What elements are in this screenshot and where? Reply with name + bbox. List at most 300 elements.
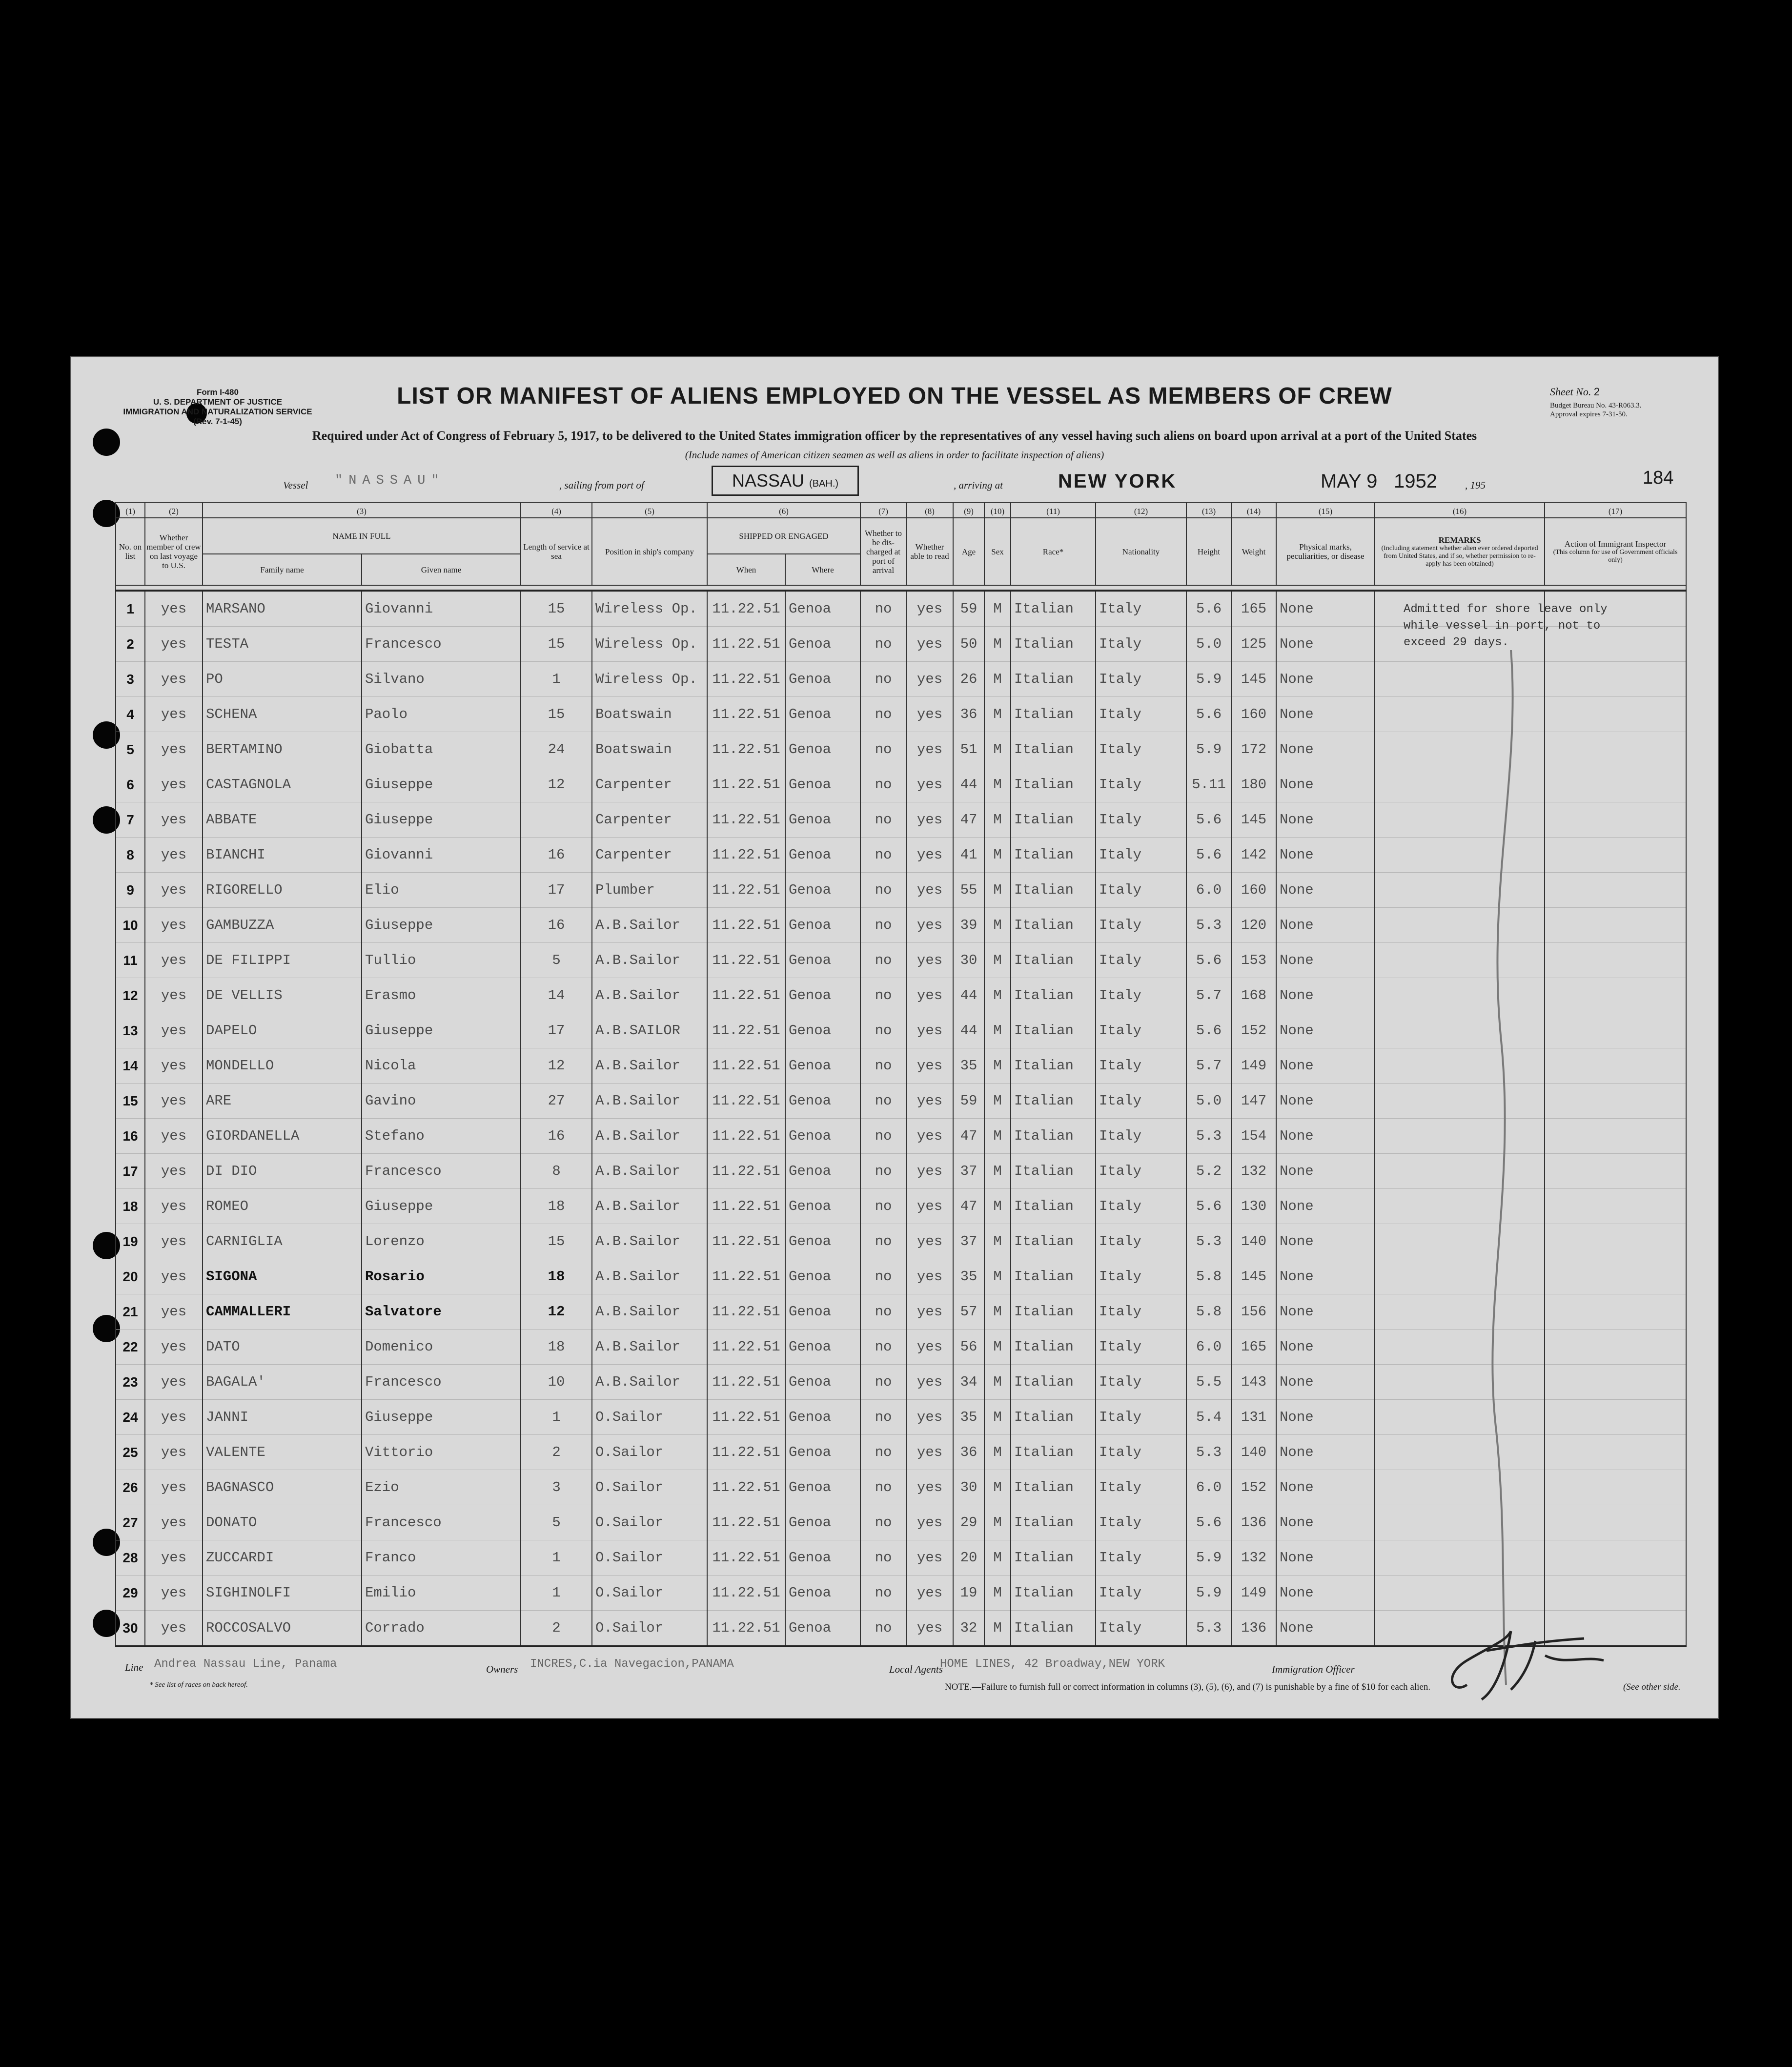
physical-marks-cell: None: [1276, 1540, 1375, 1576]
height-cell: 5.4: [1186, 1400, 1231, 1435]
able-to-read-cell: yes: [906, 1365, 953, 1400]
length-of-service-cell: 27: [521, 1084, 592, 1119]
length-of-service-cell: 15: [521, 591, 592, 627]
sheet-number: [1550, 386, 1600, 398]
row-number-cell: 14: [116, 1048, 145, 1084]
position-cell: Boatswain: [592, 697, 707, 732]
age-cell: 35: [953, 1048, 984, 1084]
table-row: [116, 802, 1686, 838]
sex-cell: M: [984, 1119, 1011, 1154]
discharged-cell: no: [860, 697, 906, 732]
discharged-cell: no: [860, 1154, 906, 1189]
inspector-action-cell: [1545, 1576, 1686, 1611]
position-cell: A.B.Sailor: [592, 1084, 707, 1119]
given-name-cell: Giuseppe: [362, 767, 521, 802]
age-cell: 39: [953, 908, 984, 943]
sex-cell: M: [984, 767, 1011, 802]
shipped-where-cell: Genoa: [785, 697, 860, 732]
inspector-action-cell: [1545, 662, 1686, 697]
shipped-where-cell: Genoa: [785, 591, 860, 627]
age-cell: 59: [953, 591, 984, 627]
table-row: [116, 732, 1686, 767]
sex-cell: M: [984, 908, 1011, 943]
crew-last-voyage-cell: yes: [145, 1259, 203, 1294]
race-cell: Italian: [1011, 1013, 1096, 1048]
length-of-service-cell: 16: [521, 908, 592, 943]
given-name-cell: Francesco: [362, 1365, 521, 1400]
position-cell: A.B.Sailor: [592, 1154, 707, 1189]
header-weight: Weight: [1231, 518, 1276, 585]
race-cell: Italian: [1011, 1119, 1096, 1154]
nationality-cell: Italy: [1096, 1400, 1186, 1435]
weight-cell: 140: [1231, 1435, 1276, 1470]
row-number-cell: 12: [116, 978, 145, 1013]
family-name-cell: MONDELLO: [203, 1048, 362, 1084]
position-cell: A.B.Sailor: [592, 1048, 707, 1084]
race-cell: Italian: [1011, 1505, 1096, 1540]
given-name-cell: Giuseppe: [362, 1013, 521, 1048]
departure-port: NASSAU: [732, 471, 805, 491]
weight-cell: 140: [1231, 1224, 1276, 1259]
discharged-cell: no: [860, 1470, 906, 1505]
subtitle: Required under Act of Congress of February 5, 1917, to be delivered to the United States immigration officer by the representatives of any vessel having such aliens on board upon arrival at a port of the United States: [312, 429, 1477, 443]
weight-cell: 132: [1231, 1540, 1276, 1576]
discharged-cell: no: [860, 1365, 906, 1400]
position-cell: O.Sailor: [592, 1540, 707, 1576]
length-of-service-cell: 15: [521, 627, 592, 662]
physical-marks-cell: None: [1276, 1400, 1375, 1435]
shipped-where-cell: Genoa: [785, 1435, 860, 1470]
height-cell: 5.3: [1186, 908, 1231, 943]
length-of-service-cell: 2: [521, 1611, 592, 1647]
table-row: [116, 1259, 1686, 1294]
shipped-where-cell: Genoa: [785, 1611, 860, 1647]
shipped-where-cell: Genoa: [785, 1576, 860, 1611]
race-cell: Italian: [1011, 1435, 1096, 1470]
sex-cell: M: [984, 591, 1011, 627]
crew-last-voyage-cell: yes: [145, 1540, 203, 1576]
given-name-cell: Gavino: [362, 1084, 521, 1119]
manifest-sheet: [71, 357, 1718, 1718]
row-number-cell: 11: [116, 943, 145, 978]
height-cell: 5.6: [1186, 591, 1231, 627]
col-num-3: (3): [203, 502, 521, 518]
given-name-cell: Francesco: [362, 1505, 521, 1540]
height-cell: 5.2: [1186, 1154, 1231, 1189]
age-cell: 44: [953, 1013, 984, 1048]
nationality-cell: Italy: [1096, 1119, 1186, 1154]
table-row: [116, 1189, 1686, 1224]
age-cell: 37: [953, 1154, 984, 1189]
col-num-14: (14): [1231, 502, 1276, 518]
height-cell: 5.6: [1186, 697, 1231, 732]
arrival-port: NEW YORK: [1058, 471, 1177, 492]
family-name-cell: DI DIO: [203, 1154, 362, 1189]
inspector-action-cell: [1545, 1435, 1686, 1470]
age-cell: 26: [953, 662, 984, 697]
header-no-on-list: No. on list: [116, 518, 145, 585]
length-of-service-cell: 12: [521, 767, 592, 802]
sex-cell: M: [984, 1189, 1011, 1224]
shipped-where-cell: Genoa: [785, 1224, 860, 1259]
family-name-cell: BAGALA': [203, 1365, 362, 1400]
table-row: [116, 1576, 1686, 1611]
shipped-where-cell: Genoa: [785, 1470, 860, 1505]
nationality-cell: Italy: [1096, 1611, 1186, 1647]
manifest-rows: [116, 585, 1686, 1646]
weight-cell: 165: [1231, 591, 1276, 627]
length-of-service-cell: 15: [521, 1224, 592, 1259]
nationality-cell: Italy: [1096, 1505, 1186, 1540]
height-cell: 5.0: [1186, 627, 1231, 662]
sex-cell: M: [984, 1224, 1011, 1259]
crew-last-voyage-cell: yes: [145, 1189, 203, 1224]
given-name-cell: Giovanni: [362, 591, 521, 627]
physical-marks-cell: None: [1276, 908, 1375, 943]
able-to-read-cell: yes: [906, 838, 953, 873]
remarks-title: REMARKS: [1438, 535, 1481, 545]
sex-cell: M: [984, 1013, 1011, 1048]
table-row: [116, 1330, 1686, 1365]
race-cell: Italian: [1011, 662, 1096, 697]
sex-cell: M: [984, 1576, 1011, 1611]
position-cell: Boatswain: [592, 732, 707, 767]
remarks-note: (Including statement whether alien ever ordered deported from United States, and if so, whether permission to re-apply has been obtained): [1381, 544, 1538, 568]
family-name-cell: GAMBUZZA: [203, 908, 362, 943]
discharged-cell: no: [860, 908, 906, 943]
given-name-cell: Rosario: [362, 1259, 521, 1294]
sex-cell: M: [984, 1259, 1011, 1294]
page-number: 184: [1643, 468, 1674, 488]
physical-marks-cell: None: [1276, 1294, 1375, 1330]
nationality-cell: Italy: [1096, 732, 1186, 767]
nationality-cell: Italy: [1096, 1259, 1186, 1294]
physical-marks-cell: None: [1276, 1154, 1375, 1189]
weight-cell: 172: [1231, 732, 1276, 767]
race-cell: Italian: [1011, 1330, 1096, 1365]
col-num-16: (16): [1375, 502, 1545, 518]
row-number-cell: 30: [116, 1611, 145, 1647]
row-number-cell: 18: [116, 1189, 145, 1224]
physical-marks-cell: None: [1276, 1189, 1375, 1224]
given-name-cell: Giuseppe: [362, 1189, 521, 1224]
position-cell: A.B.Sailor: [592, 1330, 707, 1365]
crew-last-voyage-cell: yes: [145, 978, 203, 1013]
header-family-name: Family name: [203, 554, 362, 585]
shipped-where-cell: Genoa: [785, 1330, 860, 1365]
shipped-when-cell: 11.22.51: [707, 1048, 785, 1084]
length-of-service-cell: 2: [521, 1435, 592, 1470]
budget-line-2: Approval expires 7-31-50.: [1550, 410, 1628, 418]
position-cell: Carpenter: [592, 767, 707, 802]
weight-cell: 160: [1231, 697, 1276, 732]
able-to-read-cell: yes: [906, 908, 953, 943]
row-number-cell: 29: [116, 1576, 145, 1611]
position-cell: Carpenter: [592, 802, 707, 838]
table-row: [116, 1154, 1686, 1189]
family-name-cell: CASTAGNOLA: [203, 767, 362, 802]
physical-marks-cell: None: [1276, 767, 1375, 802]
footer-penalty-note: NOTE.—Failure to furnish full or correct information in columns (3), (5), (6), and (7) is punishable by a fine of $10 for each alien.: [945, 1682, 1431, 1692]
inspector-action-cell: [1545, 1365, 1686, 1400]
physical-marks-cell: None: [1276, 978, 1375, 1013]
physical-marks-cell: None: [1276, 838, 1375, 873]
length-of-service-cell: 1: [521, 662, 592, 697]
col-num-5: (5): [592, 502, 707, 518]
col-num-11: (11): [1011, 502, 1096, 518]
position-cell: O.Sailor: [592, 1611, 707, 1647]
position-cell: O.Sailor: [592, 1505, 707, 1540]
shipped-where-cell: Genoa: [785, 1294, 860, 1330]
header-name-in-full: NAME IN FULL: [203, 518, 521, 554]
shipped-when-cell: 11.22.51: [707, 1540, 785, 1576]
given-name-cell: Tullio: [362, 943, 521, 978]
position-cell: O.Sailor: [592, 1400, 707, 1435]
able-to-read-cell: yes: [906, 1294, 953, 1330]
age-cell: 56: [953, 1330, 984, 1365]
discharged-cell: no: [860, 1119, 906, 1154]
nationality-cell: Italy: [1096, 1189, 1186, 1224]
height-cell: 5.7: [1186, 978, 1231, 1013]
shipped-when-cell: 11.22.51: [707, 908, 785, 943]
age-cell: 47: [953, 1189, 984, 1224]
able-to-read-cell: yes: [906, 873, 953, 908]
sex-cell: M: [984, 1294, 1011, 1330]
table-row: [116, 943, 1686, 978]
row-number-cell: 5: [116, 732, 145, 767]
position-cell: Carpenter: [592, 838, 707, 873]
inspector-action-cell: [1545, 1154, 1686, 1189]
able-to-read-cell: yes: [906, 1470, 953, 1505]
row-number-cell: 28: [116, 1540, 145, 1576]
physical-marks-cell: None: [1276, 1365, 1375, 1400]
height-cell: 5.6: [1186, 802, 1231, 838]
discharged-cell: no: [860, 1013, 906, 1048]
shipped-where-cell: Genoa: [785, 1084, 860, 1119]
weight-cell: 180: [1231, 767, 1276, 802]
footer-line-label: Line: [125, 1661, 143, 1673]
given-name-cell: Vittorio: [362, 1435, 521, 1470]
able-to-read-cell: yes: [906, 1084, 953, 1119]
race-cell: Italian: [1011, 1365, 1096, 1400]
header-where: Where: [785, 554, 860, 585]
physical-marks-cell: None: [1276, 1330, 1375, 1365]
length-of-service-cell: 17: [521, 1013, 592, 1048]
vessel-label: Vessel: [283, 479, 308, 491]
family-name-cell: TESTA: [203, 627, 362, 662]
height-cell: 5.3: [1186, 1435, 1231, 1470]
nationality-cell: Italy: [1096, 1540, 1186, 1576]
age-cell: 44: [953, 767, 984, 802]
discharged-cell: no: [860, 1330, 906, 1365]
given-name-cell: Silvano: [362, 662, 521, 697]
table-row: [116, 1013, 1686, 1048]
nationality-cell: Italy: [1096, 767, 1186, 802]
table-row: [116, 1400, 1686, 1435]
length-of-service-cell: 16: [521, 838, 592, 873]
weight-cell: 152: [1231, 1470, 1276, 1505]
row-number-cell: 10: [116, 908, 145, 943]
shipped-when-cell: 11.22.51: [707, 1084, 785, 1119]
nationality-cell: Italy: [1096, 1470, 1186, 1505]
age-cell: 41: [953, 838, 984, 873]
col-num-10: (10): [984, 502, 1011, 518]
height-cell: 5.7: [1186, 1048, 1231, 1084]
nationality-cell: Italy: [1096, 1435, 1186, 1470]
height-cell: 5.6: [1186, 943, 1231, 978]
age-cell: 47: [953, 1119, 984, 1154]
footer-line-value: Andrea Nassau Line, Panama: [154, 1658, 337, 1671]
discharged-cell: no: [860, 662, 906, 697]
shipped-when-cell: 11.22.51: [707, 943, 785, 978]
nationality-cell: Italy: [1096, 627, 1186, 662]
header-crew-last-voyage: Whether member of crew on last voyage to U.S.: [145, 518, 203, 585]
able-to-read-cell: yes: [906, 1540, 953, 1576]
age-cell: 51: [953, 732, 984, 767]
height-cell: 5.11: [1186, 767, 1231, 802]
height-cell: 5.9: [1186, 1576, 1231, 1611]
given-name-cell: Giuseppe: [362, 908, 521, 943]
row-number-cell: 17: [116, 1154, 145, 1189]
nationality-cell: Italy: [1096, 908, 1186, 943]
physical-marks-cell: None: [1276, 873, 1375, 908]
crew-last-voyage-cell: yes: [145, 1154, 203, 1189]
departure-port-box: [712, 466, 859, 496]
nationality-cell: Italy: [1096, 1224, 1186, 1259]
header-able-to-read: Whether able to read: [906, 518, 953, 585]
shipped-where-cell: Genoa: [785, 838, 860, 873]
arrival-year: 1952: [1394, 471, 1437, 492]
weight-cell: 120: [1231, 908, 1276, 943]
shipped-when-cell: 11.22.51: [707, 1505, 785, 1540]
nationality-cell: Italy: [1096, 1294, 1186, 1330]
able-to-read-cell: yes: [906, 1330, 953, 1365]
shipped-when-cell: 11.22.51: [707, 1119, 785, 1154]
discharged-cell: no: [860, 873, 906, 908]
crew-last-voyage-cell: yes: [145, 1119, 203, 1154]
row-number-cell: 8: [116, 838, 145, 873]
row-number-cell: 9: [116, 873, 145, 908]
row-number-cell: 6: [116, 767, 145, 802]
position-cell: Wireless Op.: [592, 591, 707, 627]
table-row: [116, 838, 1686, 873]
physical-marks-cell: None: [1276, 1611, 1375, 1647]
inspector-action-cell: [1545, 1540, 1686, 1576]
table-row: [116, 1505, 1686, 1540]
shipped-when-cell: 11.22.51: [707, 1259, 785, 1294]
race-cell: Italian: [1011, 1259, 1096, 1294]
height-cell: 5.0: [1186, 1084, 1231, 1119]
col-num-4: (4): [521, 502, 592, 518]
crew-last-voyage-cell: yes: [145, 697, 203, 732]
length-of-service-cell: 5: [521, 1505, 592, 1540]
crew-last-voyage-cell: yes: [145, 908, 203, 943]
col-num-2: (2): [145, 502, 203, 518]
physical-marks-cell: None: [1276, 591, 1375, 627]
header-nationality: Nationality: [1096, 518, 1186, 585]
row-number-cell: 23: [116, 1365, 145, 1400]
sheet-number-label: Sheet No.: [1550, 386, 1591, 398]
discharged-cell: no: [860, 1540, 906, 1576]
able-to-read-cell: yes: [906, 1259, 953, 1294]
shipped-when-cell: 11.22.51: [707, 767, 785, 802]
race-cell: Italian: [1011, 978, 1096, 1013]
given-name-cell: Salvatore: [362, 1294, 521, 1330]
race-cell: Italian: [1011, 767, 1096, 802]
crew-last-voyage-cell: yes: [145, 1435, 203, 1470]
crew-last-voyage-cell: yes: [145, 873, 203, 908]
inspector-action-cell: [1545, 1259, 1686, 1294]
able-to-read-cell: yes: [906, 627, 953, 662]
sheet-number-value: 2: [1593, 386, 1600, 398]
discharged-cell: no: [860, 627, 906, 662]
able-to-read-cell: yes: [906, 1048, 953, 1084]
able-to-read-cell: yes: [906, 1505, 953, 1540]
discharged-cell: no: [860, 1084, 906, 1119]
crew-last-voyage-cell: yes: [145, 1330, 203, 1365]
header-shipped-or-engaged: SHIPPED OR ENGAGED: [707, 518, 860, 554]
race-cell: Italian: [1011, 1470, 1096, 1505]
header-physical-marks: Physical marks, peculiarities, or disease: [1276, 518, 1375, 585]
given-name-cell: Elio: [362, 873, 521, 908]
able-to-read-cell: yes: [906, 1154, 953, 1189]
given-name-cell: Giuseppe: [362, 1400, 521, 1435]
sex-cell: M: [984, 627, 1011, 662]
discharged-cell: no: [860, 1189, 906, 1224]
weight-cell: 165: [1231, 1330, 1276, 1365]
race-cell: Italian: [1011, 1294, 1096, 1330]
position-cell: O.Sailor: [592, 1435, 707, 1470]
age-cell: 35: [953, 1400, 984, 1435]
age-cell: 36: [953, 1435, 984, 1470]
inspector-action-cell: [1545, 697, 1686, 732]
row-number-cell: 3: [116, 662, 145, 697]
action-note: (This column for use of Government officials only): [1553, 548, 1678, 564]
crew-last-voyage-cell: yes: [145, 627, 203, 662]
discharged-cell: no: [860, 1611, 906, 1647]
budget-bureau-note: [1550, 401, 1641, 419]
header-height: Height: [1186, 518, 1231, 585]
age-cell: 57: [953, 1294, 984, 1330]
form-number: Form I-480: [197, 388, 239, 397]
age-cell: 55: [953, 873, 984, 908]
inspector-action-cell: [1545, 1330, 1686, 1365]
form-revision: (Rev. 7-1-45): [193, 417, 242, 426]
race-cell: Italian: [1011, 1048, 1096, 1084]
table-row: [116, 1084, 1686, 1119]
discharged-cell: no: [860, 1259, 906, 1294]
length-of-service-cell: 18: [521, 1189, 592, 1224]
discharged-cell: no: [860, 838, 906, 873]
shipped-when-cell: 11.22.51: [707, 1294, 785, 1330]
able-to-read-cell: yes: [906, 1119, 953, 1154]
height-cell: 5.5: [1186, 1365, 1231, 1400]
family-name-cell: RIGORELLO: [203, 873, 362, 908]
length-of-service-cell: 24: [521, 732, 592, 767]
race-cell: Italian: [1011, 1540, 1096, 1576]
header-position: Position in ship's company: [592, 518, 707, 585]
family-name-cell: DAPELO: [203, 1013, 362, 1048]
shipped-when-cell: 11.22.51: [707, 1224, 785, 1259]
shipped-where-cell: Genoa: [785, 1013, 860, 1048]
action-title: Action of Immigrant Inspector: [1564, 539, 1667, 549]
footer-agents-value: HOME LINES, 42 Broadway,NEW YORK: [940, 1658, 1165, 1671]
race-cell: Italian: [1011, 1611, 1096, 1647]
header-race: Race*: [1011, 518, 1096, 585]
sex-cell: M: [984, 1470, 1011, 1505]
header-length-of-service: Length of service at sea: [521, 518, 592, 585]
family-name-cell: GIORDANELLA: [203, 1119, 362, 1154]
